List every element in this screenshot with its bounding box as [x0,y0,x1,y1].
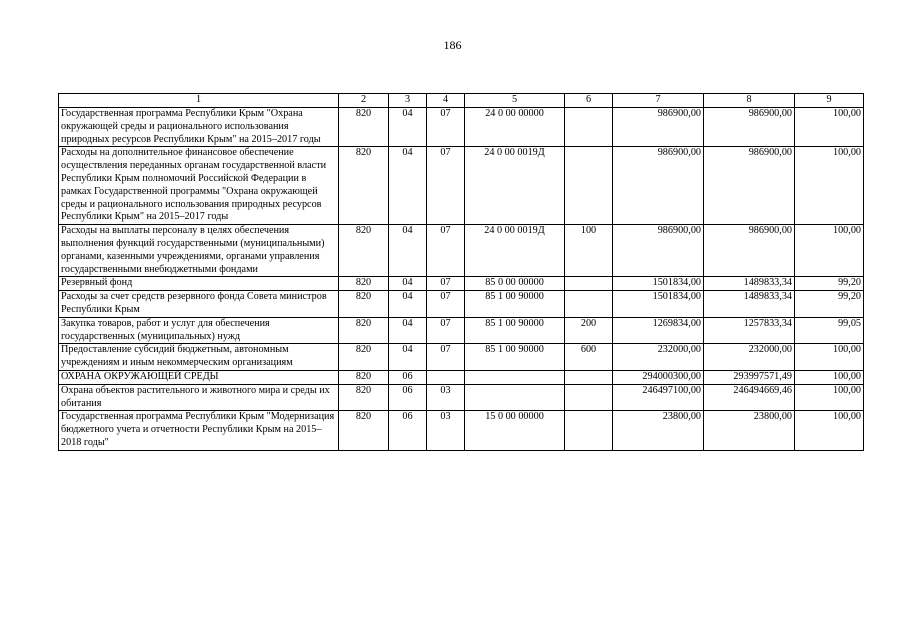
target-article-code: 85 0 00 00000 [465,277,565,291]
column-header: 7 [613,94,704,108]
planned-amount: 1501834,00 [613,291,704,318]
column-header: 8 [704,94,795,108]
table-row [59,344,864,371]
table-row [59,225,864,277]
target-article-code [465,370,565,384]
execution-percent: 99,05 [795,317,864,344]
ministry-code: 820 [339,277,389,291]
page-number: 186 [443,38,462,52]
subsection-code: 07 [427,291,465,318]
ministry-code: 820 [339,317,389,344]
row-name: Предоставление субсидий бюджетным, автономным учреждениям и иным некоммерческим организациям [59,344,339,371]
subsection-code: 07 [427,277,465,291]
subsection-code: 07 [427,147,465,225]
table-row [59,108,864,147]
section-code: 04 [389,225,427,277]
column-header: 5 [465,94,565,108]
subsection-code: 07 [427,344,465,371]
target-article-code: 85 1 00 90000 [465,344,565,371]
target-article-code: 85 1 00 90000 [465,317,565,344]
table-row [59,147,864,225]
table-row [59,317,864,344]
table-row [59,370,864,384]
ministry-code: 820 [339,108,389,147]
execution-percent: 100,00 [795,411,864,450]
budget-table [58,93,864,451]
ministry-code: 820 [339,225,389,277]
row-name: Расходы за счет средств резервного фонда Совета министров Республики Крым [59,291,339,318]
ministry-code: 820 [339,384,389,411]
ministry-code: 820 [339,291,389,318]
table-header-row [59,94,864,108]
section-code: 06 [389,411,427,450]
section-code: 06 [389,384,427,411]
column-header: 4 [427,94,465,108]
target-article-code: 15 0 00 00000 [465,411,565,450]
execution-percent: 100,00 [795,384,864,411]
row-name: Расходы на дополнительное финансовое обеспечение осуществления переданных органам государственной власти Республики Крым полномочий Российской Федерации в рамках Государственной программы "Охрана окружающей среды и рационального использования природных ресурсов Республики Крым" на 2015–2017 годы [59,147,339,225]
executed-amount: 1489833,34 [704,277,795,291]
target-article-code: 24 0 00 00000 [465,108,565,147]
target-article-code: 85 1 00 90000 [465,291,565,318]
ministry-code: 820 [339,411,389,450]
planned-amount: 232000,00 [613,344,704,371]
execution-percent: 99,20 [795,291,864,318]
column-header: 3 [389,94,427,108]
column-header: 2 [339,94,389,108]
row-name: ОХРАНА ОКРУЖАЮЩЕЙ СРЕДЫ [59,370,339,384]
subsection-code: 03 [427,384,465,411]
target-article-code: 24 0 00 0019Д [465,225,565,277]
section-code: 04 [389,344,427,371]
executed-amount: 1257833,34 [704,317,795,344]
subsection-code: 07 [427,317,465,344]
planned-amount: 246497100,00 [613,384,704,411]
row-name: Закупка товаров, работ и услуг для обеспечения государственных (муниципальных) нужд [59,317,339,344]
subsection-code: 03 [427,411,465,450]
table-row [59,411,864,450]
target-article-code: 24 0 00 0019Д [465,147,565,225]
executed-amount: 986900,00 [704,147,795,225]
row-name: Государственная программа Республики Крым "Модернизация бюджетного учета и отчетности Республики Крым на 2015–2018 годы" [59,411,339,450]
planned-amount: 986900,00 [613,108,704,147]
expense-type-code: 600 [565,344,613,371]
planned-amount: 23800,00 [613,411,704,450]
executed-amount: 293997571,49 [704,370,795,384]
executed-amount: 246494669,46 [704,384,795,411]
column-header: 6 [565,94,613,108]
subsection-code [427,370,465,384]
ministry-code: 820 [339,147,389,225]
planned-amount: 986900,00 [613,225,704,277]
table-row [59,291,864,318]
row-name: Государственная программа Республики Крым "Охрана окружающей среды и рационального использования природных ресурсов Республики Крым" на 2015–2017 годы [59,108,339,147]
section-code: 04 [389,291,427,318]
ministry-code: 820 [339,344,389,371]
executed-amount: 986900,00 [704,225,795,277]
section-code: 04 [389,277,427,291]
ministry-code: 820 [339,370,389,384]
planned-amount: 1269834,00 [613,317,704,344]
row-name: Охрана объектов растительного и животного мира и среды их обитания [59,384,339,411]
target-article-code [465,384,565,411]
row-name: Расходы на выплаты персоналу в целях обеспечения выполнения функций государственными (муниципальными) органами, казенными учреждениями, органами управления государственными внебюджетными фондами [59,225,339,277]
column-header: 9 [795,94,864,108]
execution-percent: 100,00 [795,225,864,277]
column-header: 1 [59,94,339,108]
execution-percent: 100,00 [795,147,864,225]
row-name: Резервный фонд [59,277,339,291]
planned-amount: 986900,00 [613,147,704,225]
section-code: 04 [389,108,427,147]
expense-type-code: 200 [565,317,613,344]
planned-amount: 294000300,00 [613,370,704,384]
section-code: 04 [389,317,427,344]
expense-type-code [565,384,613,411]
execution-percent: 99,20 [795,277,864,291]
section-code: 04 [389,147,427,225]
expense-type-code [565,411,613,450]
expense-type-code: 100 [565,225,613,277]
expense-type-code [565,147,613,225]
table-row [59,277,864,291]
expense-type-code [565,370,613,384]
subsection-code: 07 [427,108,465,147]
executed-amount: 232000,00 [704,344,795,371]
section-code: 06 [389,370,427,384]
executed-amount: 986900,00 [704,108,795,147]
executed-amount: 1489833,34 [704,291,795,318]
subsection-code: 07 [427,225,465,277]
execution-percent: 100,00 [795,108,864,147]
execution-percent: 100,00 [795,344,864,371]
execution-percent: 100,00 [795,370,864,384]
expense-type-code [565,108,613,147]
executed-amount: 23800,00 [704,411,795,450]
table-row [59,384,864,411]
expense-type-code [565,291,613,318]
expense-type-code [565,277,613,291]
planned-amount: 1501834,00 [613,277,704,291]
